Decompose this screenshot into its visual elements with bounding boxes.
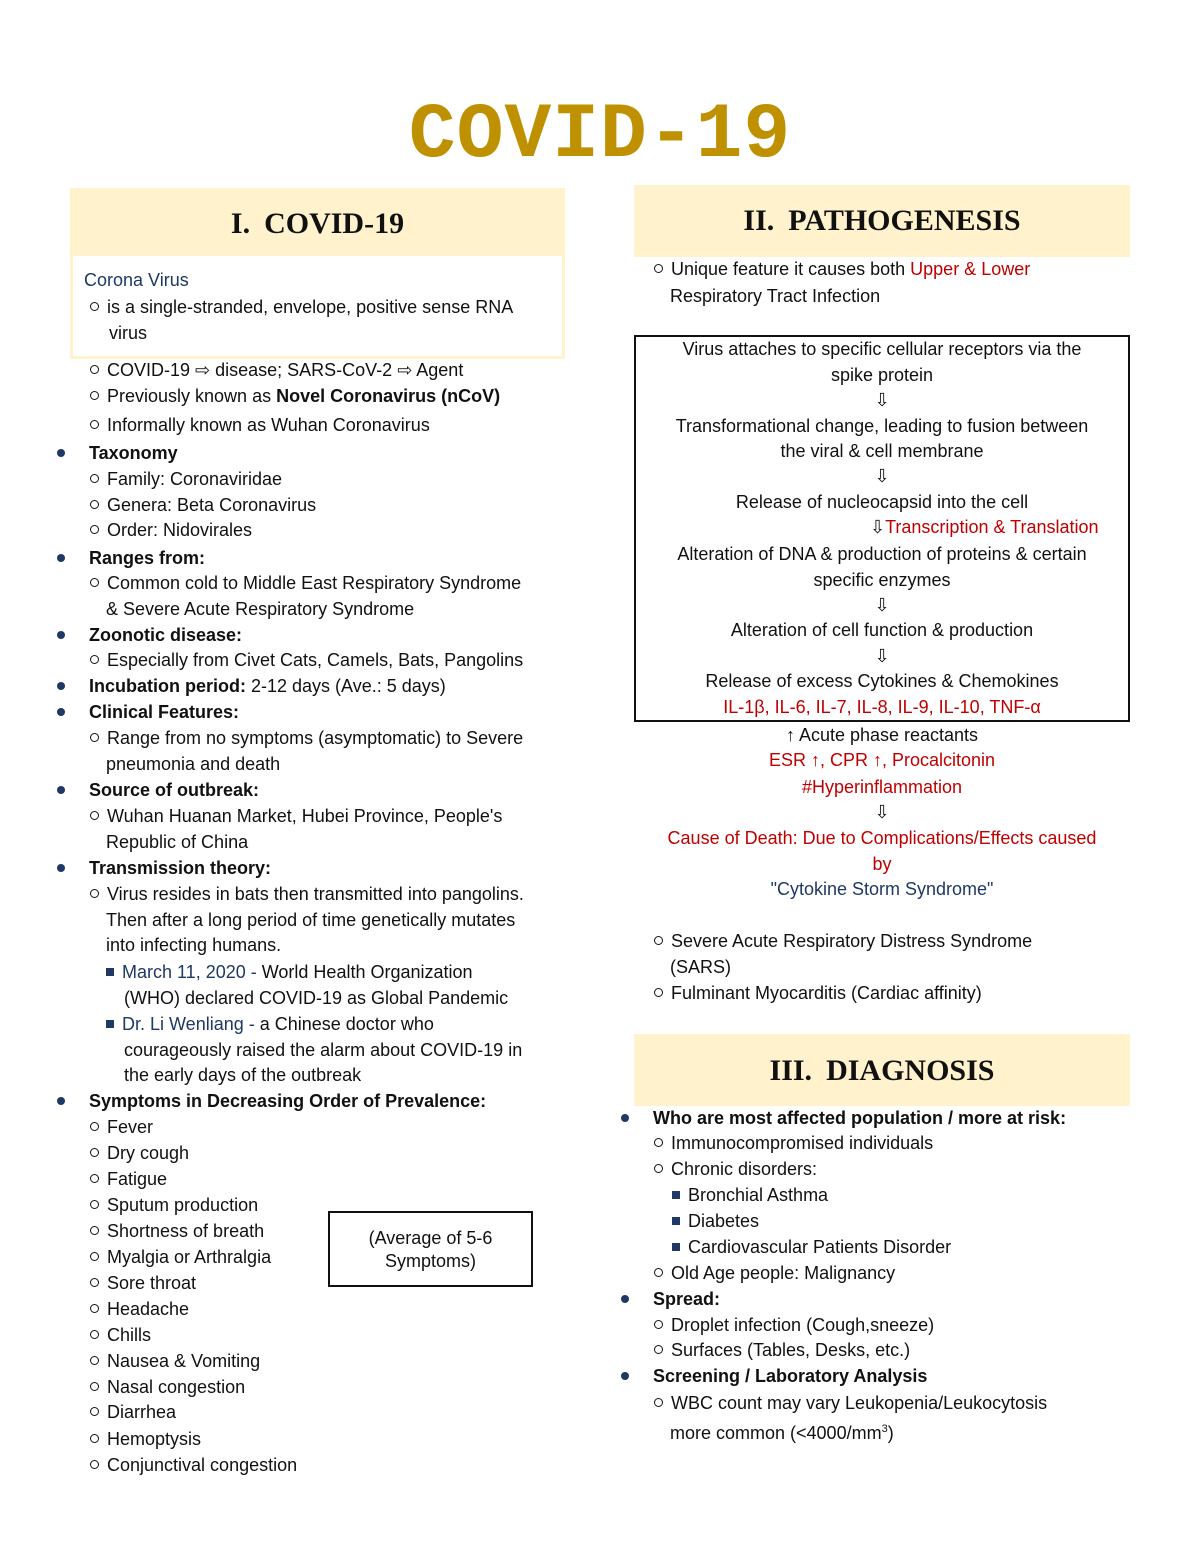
spread-heading: Spread: (653, 1289, 721, 1309)
source-heading: Source of outbreak: (89, 780, 260, 800)
circle-bullet-icon (90, 474, 99, 483)
circle-bullet-icon (90, 365, 99, 374)
droplet-infection: Droplet infection (Cough,sneeze) (654, 1312, 934, 1338)
transmission-heading: Transmission theory: (89, 858, 272, 878)
square-bullet-icon (106, 968, 114, 976)
flow-cytokines-list: IL-1β, IL-6, IL-7, IL-8, IL-9, IL-10, TNF-α (723, 697, 1041, 717)
flow-step-1a: Virus attaches to specific cellular receptors via the (682, 339, 1082, 359)
circle-bullet-icon (90, 1434, 99, 1443)
down-arrow-icon: ⇩ (874, 595, 890, 615)
circle-bullet-icon (90, 1356, 99, 1365)
symptom-item: Dry cough (90, 1140, 189, 1166)
section-1-header (70, 188, 565, 260)
previously-known: Previously known as Novel Coronavirus (nCoV) (90, 383, 500, 409)
cause-of-death-1: Cause of Death: Due to Complications/Effects caused (667, 828, 1097, 848)
square-bullet-icon (672, 1243, 680, 1251)
hyperinflammation: #Hyperinflammation (801, 777, 963, 797)
myocarditis: Fulminant Myocarditis (Cardiac affinity) (654, 980, 982, 1006)
clinical-line-1: Range from no symptoms (asymptomatic) to Severe (90, 725, 523, 751)
flow-step-5: Alteration of cell function & production (730, 620, 1034, 640)
circle-bullet-icon (654, 1164, 663, 1173)
circle-bullet-icon (90, 578, 99, 587)
section-1-number: I. (230, 207, 251, 240)
chronic-disorders: Chronic disorders: (654, 1156, 817, 1182)
esr-cpr: ESR ↑, CPR ↑, Procalcitonin (768, 750, 996, 770)
corona-def-line-1: is a single-stranded, envelope, positive sense RNA (90, 294, 513, 320)
flow-step-4a: Alteration of DNA & production of proteins & certain (677, 544, 1087, 564)
circle-bullet-icon (90, 1122, 99, 1131)
transmission-line-1: Virus resides in bats then transmitted into pangolins. (90, 881, 524, 907)
corona-def-line-2: virus (109, 323, 148, 343)
circle-bullet-icon (90, 1460, 99, 1469)
section-3-header (634, 1034, 1130, 1106)
circle-bullet-icon (90, 1252, 99, 1261)
symptom-item: Conjunctival congestion (90, 1452, 297, 1478)
bullet-icon (57, 708, 65, 716)
symptom-item: Sore throat (90, 1270, 196, 1296)
circle-bullet-icon (90, 1407, 99, 1416)
bullet-icon (57, 554, 65, 562)
flow-step-4b: specific enzymes (813, 570, 951, 590)
flow-step-2b: the viral & cell membrane (780, 441, 984, 461)
down-arrow-icon: ⇩ (874, 466, 890, 486)
symptom-item: Hemoptysis (90, 1426, 201, 1452)
section-2-title: PATHOGENESIS (788, 204, 1021, 237)
average-line-1: (Average of 5-6 (368, 1228, 493, 1248)
symptom-item: Chills (90, 1322, 151, 1348)
clinical-line-2: pneumonia and death (106, 754, 281, 774)
circle-bullet-icon (90, 1174, 99, 1183)
unique-feature-line-1: Unique feature it causes both Upper & Lower (654, 256, 1030, 282)
informally-known: Informally known as Wuhan Coronavirus (90, 412, 430, 438)
acute-phase: ↑ Acute phase reactants (785, 725, 979, 745)
circle-bullet-icon (90, 391, 99, 400)
circle-bullet-icon (90, 302, 99, 311)
flow-transcription: ⇩Transcription & Translation (870, 517, 1099, 537)
circle-bullet-icon (90, 420, 99, 429)
bullet-icon (621, 1372, 629, 1380)
circle-bullet-icon (654, 1320, 663, 1329)
square-bullet-icon (672, 1217, 680, 1225)
transmission-line-3: into infecting humans. (106, 935, 282, 955)
covid-agent: COVID-19 ⇨ disease; SARS-CoV-2 ⇨ Agent (90, 357, 463, 383)
circle-bullet-icon (654, 1268, 663, 1277)
symptom-item: Nasal congestion (90, 1374, 245, 1400)
bullet-icon (57, 631, 65, 639)
li-wenliang-line-3: the early days of the outbreak (124, 1065, 362, 1085)
march-2020-line-2: (WHO) declared COVID-19 as Global Pandemic (124, 988, 509, 1008)
march-2020-line-1: March 11, 2020 - World Health Organization (106, 959, 473, 985)
circle-bullet-icon (90, 1148, 99, 1157)
symptom-item: Fever (90, 1114, 153, 1140)
source-line-1: Wuhan Huanan Market, Hubei Province, People's (90, 803, 502, 829)
circle-bullet-icon (654, 264, 663, 273)
circle-bullet-icon (90, 500, 99, 509)
old-age: Old Age people: Malignancy (654, 1260, 895, 1286)
symptom-item: Nausea & Vomiting (90, 1348, 260, 1374)
source-line-2: Republic of China (106, 832, 249, 852)
flow-step-3: Release of nucleocapsid into the cell (735, 492, 1029, 512)
circle-bullet-icon (654, 1138, 663, 1147)
circle-bullet-icon (90, 811, 99, 820)
flow-step-2a: Transformational change, leading to fusion between (675, 416, 1089, 436)
sars-line-2: (SARS) (670, 957, 732, 977)
symptoms-heading: Symptoms in Decreasing Order of Prevalence: (89, 1091, 487, 1111)
bullet-icon (57, 1097, 65, 1105)
screening-heading: Screening / Laboratory Analysis (653, 1366, 928, 1386)
symptom-item: Diarrhea (90, 1399, 176, 1425)
taxonomy-genera: Genera: Beta Coronavirus (90, 492, 316, 518)
down-arrow-icon: ⇩ (874, 802, 890, 822)
circle-bullet-icon (90, 655, 99, 664)
section-1-title: COVID-19 (264, 207, 405, 240)
flow-step-6: Release of excess Cytokines & Chemokines (705, 671, 1059, 691)
transmission-line-2: Then after a long period of time genetically mutates (106, 910, 516, 930)
bullet-icon (621, 1114, 629, 1122)
circle-bullet-icon (90, 1226, 99, 1235)
square-bullet-icon (672, 1191, 680, 1199)
circle-bullet-icon (90, 1200, 99, 1209)
zoonotic-heading: Zoonotic disease: (89, 625, 243, 645)
section-2-number: II. (743, 204, 775, 237)
circle-bullet-icon (654, 1345, 663, 1354)
cause-of-death-2: by (872, 854, 892, 874)
bullet-icon (57, 682, 65, 690)
taxonomy-heading: Taxonomy (89, 443, 178, 463)
surfaces: Surfaces (Tables, Desks, etc.) (654, 1337, 910, 1363)
incubation-period: Incubation period: 2-12 days (Ave.: 5 days) (89, 676, 446, 696)
bullet-icon (57, 449, 65, 457)
bullet-icon (621, 1295, 629, 1303)
li-wenliang-line-2: courageously raised the alarm about COVID-19 in (124, 1040, 523, 1060)
circle-bullet-icon (90, 733, 99, 742)
cytokine-storm: "Cytokine Storm Syndrome" (770, 879, 994, 899)
corona-virus-label: Corona Virus (84, 270, 189, 290)
li-wenliang-line-1: Dr. Li Wenliang - a Chinese doctor who (106, 1011, 434, 1037)
symptom-item: Headache (90, 1296, 189, 1322)
square-bullet-icon (106, 1020, 114, 1028)
down-arrow-icon: ⇩ (870, 517, 886, 537)
clinical-heading: Clinical Features: (89, 702, 240, 722)
bronchial-asthma: Bronchial Asthma (672, 1182, 828, 1208)
unique-feature-line-2: Respiratory Tract Infection (670, 286, 881, 306)
symptom-item: Myalgia or Arthralgia (90, 1244, 271, 1270)
section-3-number: III. (769, 1054, 813, 1087)
circle-bullet-icon (90, 1278, 99, 1287)
circle-bullet-icon (654, 936, 663, 945)
circle-bullet-icon (90, 1330, 99, 1339)
diabetes: Diabetes (672, 1208, 759, 1234)
circle-bullet-icon (90, 1382, 99, 1391)
circle-bullet-icon (90, 1304, 99, 1313)
symptom-item: Sputum production (90, 1192, 258, 1218)
ranges-line-1: Common cold to Middle East Respiratory Syndrome (90, 570, 521, 596)
bullet-icon (57, 786, 65, 794)
circle-bullet-icon (90, 889, 99, 898)
immunocompromised: Immunocompromised individuals (654, 1130, 933, 1156)
circle-bullet-icon (654, 988, 663, 997)
wbc-line-1: WBC count may vary Leukopenia/Leukocytosis (654, 1390, 1047, 1416)
down-arrow-icon: ⇩ (874, 646, 890, 666)
ranges-heading: Ranges from: (89, 548, 206, 568)
section-2-header (634, 185, 1130, 257)
down-arrow-icon: ⇩ (874, 390, 890, 410)
zoonotic-line: Especially from Civet Cats, Camels, Bats, Pangolins (90, 647, 523, 673)
section-3-title: DIAGNOSIS (826, 1054, 995, 1087)
page-title: COVID-19 (408, 92, 792, 180)
flow-step-1b: spike protein (830, 365, 934, 385)
symptom-item: Shortness of breath (90, 1218, 264, 1244)
cardiovascular: Cardiovascular Patients Disorder (672, 1234, 951, 1260)
wbc-line-2: more common $(<4000/mm^3)$ (670, 1423, 894, 1443)
average-symptoms-box (328, 1211, 533, 1287)
bullet-icon (57, 864, 65, 872)
affected-heading: Who are most affected population / more at risk: (653, 1108, 1067, 1128)
circle-bullet-icon (90, 525, 99, 534)
taxonomy-order: Order: Nidovirales (90, 517, 252, 543)
ranges-line-2: & Severe Acute Respiratory Syndrome (106, 599, 415, 619)
circle-bullet-icon (654, 1398, 663, 1407)
sars-line-1: Severe Acute Respiratory Distress Syndrome (654, 928, 1032, 954)
average-line-2: Symptoms) (384, 1251, 476, 1271)
symptom-item: Fatigue (90, 1166, 167, 1192)
taxonomy-family: Family: Coronaviridae (90, 466, 282, 492)
